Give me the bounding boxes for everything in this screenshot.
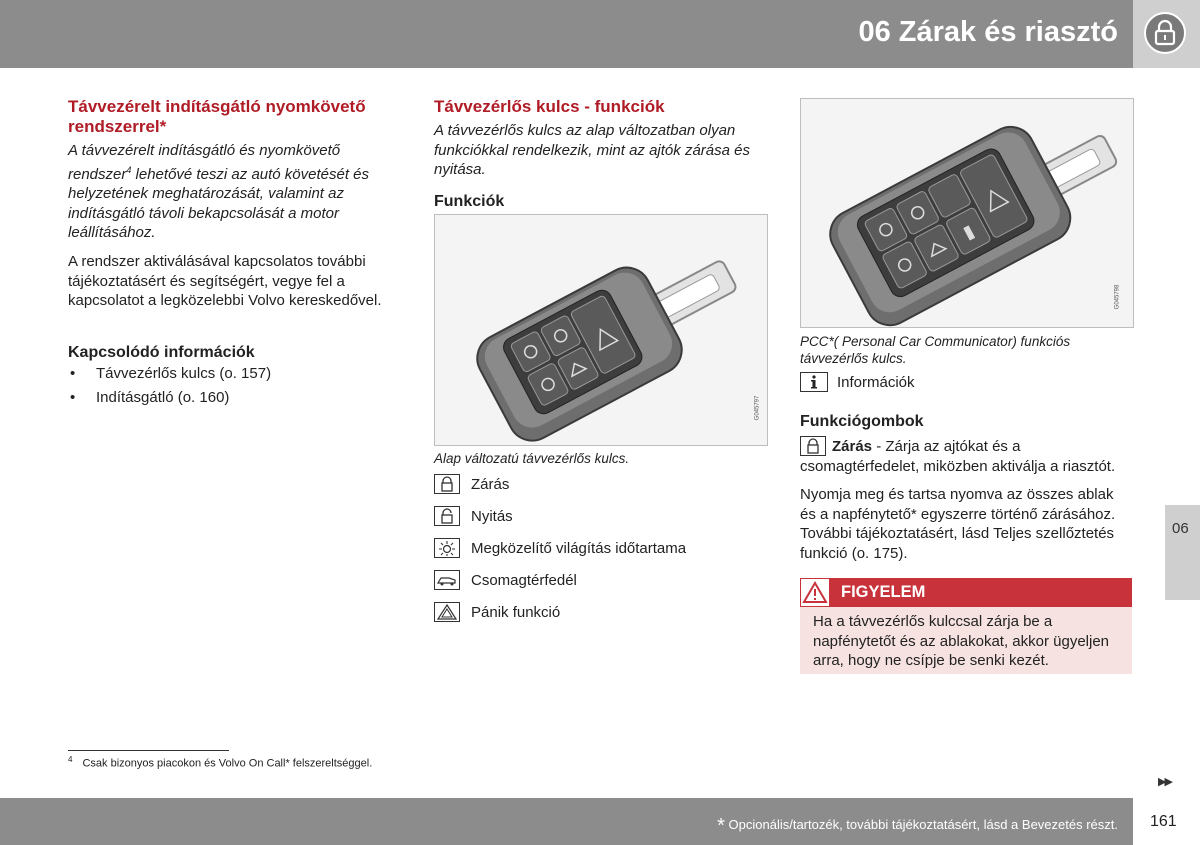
pcc-key-caption: PCC*( Personal Car Communicator) funkciós távvezérlős kulcs. [800,334,1071,366]
intro-text-a: A távvezérelt indításgátló és nyomkövető rendszer [68,142,341,183]
function-item [434,536,686,560]
basic-key-image [434,214,768,446]
footnote-ref[interactable]: 4 [126,164,132,175]
lock-icon [1144,12,1186,54]
immobilizer-intro [68,141,398,243]
related-link[interactable]: • Távvezérlős kulcs (o. 157) [68,364,398,383]
function-item [434,504,686,528]
sunroof-para: Nyomja meg és tartsa nyomva az összes ablak és a napfénytető* egyszerre történő zárásához. További tájékoztatásért, lásd Teljes szellőztetés funkció (o. 175). [800,486,1116,562]
lock-description [800,436,1130,476]
related-info-title: Kapcsolódó információk [68,344,255,361]
function-label: Nyitás [471,507,513,525]
warning-icon [800,578,830,607]
info-label: Információk [837,373,915,391]
chapter-title: 06 Zárak és riasztó [858,16,1118,48]
footnote-divider [68,750,229,751]
panic-icon [434,602,460,622]
function-item [434,600,686,624]
function-label: Csomagtérfedél [471,571,577,589]
footnote [68,755,372,770]
warning-title: FIGYELEM [841,583,926,601]
key-functions-intro: A távvezérlős kulcs az alap változatban olyan funkciókkal rendelkezik, mint az ajtók zárása és nyitása. [434,122,750,178]
function-item [434,568,686,592]
lock-open-icon [434,506,460,526]
function-list [434,472,686,624]
basic-key-caption: Alap változatú távvezérlős kulcs. [434,451,630,466]
lock-closed-icon [434,474,460,494]
image-code: G045798 [1114,284,1121,310]
related-list [68,364,398,407]
footer-note [717,815,1118,838]
warning-text: Ha a távvezérlős kulccsal zárja be a napfénytetőt és az ablakokat, akkor ügyeljen arra, hogy ne csípje be senki kezét. [813,613,1110,669]
intro-text-b: lehetővé teszi az autó követését és helyzetének meghatározását, valamint az indításgátló távoli bekapcsolását a motor leállításához. [68,165,370,241]
image-code: G045797 [754,395,761,421]
lock-text: - Zárja az ajtókat és a csomagtérfedelet, miközben aktiválja a riasztót. [800,438,1116,475]
pcc-key-image [800,98,1134,328]
function-label: Megközelítő világítás időtartama [471,539,687,557]
related-link[interactable]: • Indításgátló (o. 160) [68,388,398,407]
next-page-arrows-icon[interactable]: ▶▶ [1158,776,1171,788]
lock-bold-label: Zárás [832,438,873,455]
section-heading-immobilizer: Távvezérelt indításgátló nyomkövető rendszerrel* [68,97,366,136]
footnote-text: Csak bizonyos piacokon és Volvo On Call* felszereltséggel. [82,757,373,770]
function-buttons-heading: Funkciógombok [800,413,924,430]
info-row [800,372,915,392]
function-label: Zárás [471,475,510,493]
footer-note-text: Opcionális/tartozék, további tájékoztatásért, lásd a Bevezetés részt. [724,817,1118,832]
section-heading-key-functions: Távvezérlős kulcs - funkciók [434,97,665,116]
footer-star: * [717,815,725,837]
approach-light-icon [434,538,460,558]
info-icon [800,372,828,392]
chapter-side-tab-label: 06 [1172,520,1189,537]
page-number: 161 [1150,813,1177,830]
footnote-number: 4 [68,755,73,764]
function-item [434,472,686,496]
lock-closed-icon [800,436,826,456]
immobilizer-para: A rendszer aktiválásával kapcsolatos további tájékoztatásért és segítségért, vegye fel a kapcsolatot a legközelebbi Volvo kereskedővel. [68,253,382,309]
functions-subheading: Funkciók [434,193,505,210]
trunk-icon [434,570,460,590]
function-label: Pánik funkció [471,603,561,621]
